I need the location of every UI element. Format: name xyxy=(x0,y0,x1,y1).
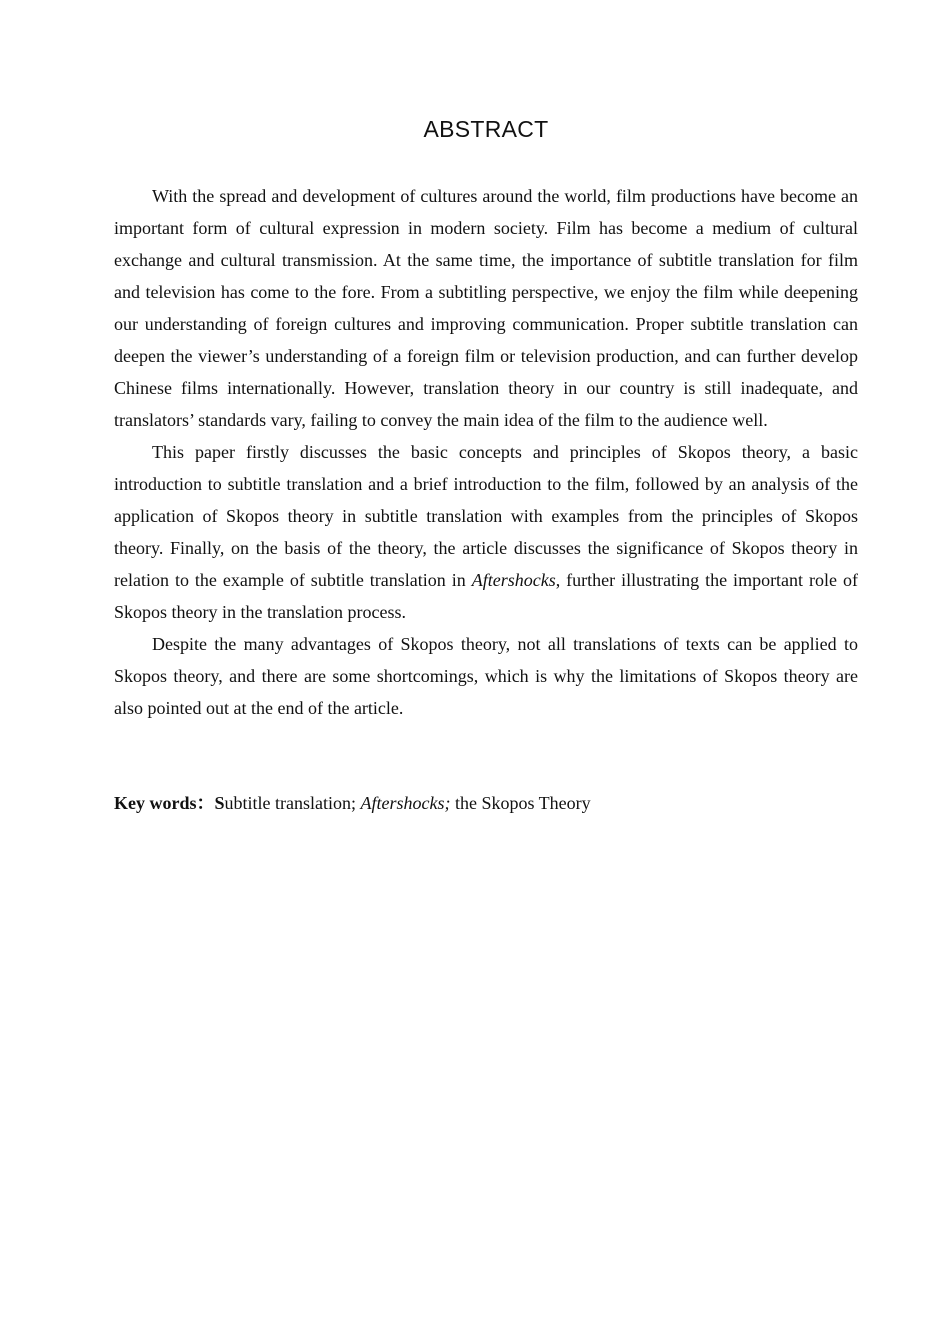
film-title-aftershocks: Aftershocks xyxy=(471,570,556,590)
abstract-title: ABSTRACT xyxy=(423,116,549,142)
keyword-skopos-theory: the Skopos Theory xyxy=(450,793,591,813)
paragraph-3-text: Despite the many advantages of Skopos theory, not all translations of texts can be applied to Skopos theory, and there are some shortcomings, which is why the limitations of Skopos theory are also pointed out at the end of the article. xyxy=(114,634,858,718)
paragraph-1-text: With the spread and development of cultures around the world, film productions have become an important form of cultural expression in modern society. Film has become a medium of cultural exchange and cultural transmission. At the same time, the importance of subtitle translation for film and television has come to the fore. From a subtitling perspective, we enjoy the film while deepening our understanding of foreign cultures and improving communication. Proper subtitle translation can deepen the viewer’s understanding of a foreign film or television production, and can further develop Chinese films internationally. However, translation theory in our country is still inadequate, and translators’ standards vary, failing to convey the main idea of the film to the audience well. xyxy=(114,186,858,430)
paragraph-2-text-a: This paper firstly discusses the basic concepts and principles of Skopos theory, a basic introduction to subtitle translation and a brief introduction to the film, followed by an analysis of the application of Skopos theory in subtitle translation with examples from the principles of Skopos theory. Finally, on the basis of the theory, the article discusses the significance of Skopos theory in relation to the example of subtitle translation in xyxy=(114,442,858,590)
abstract-paragraph-3 xyxy=(114,628,858,724)
paragraph-2-text-b: , further illustrating the important role of Skopos theory in the translation process. xyxy=(114,570,858,622)
abstract-paragraph-2 xyxy=(114,436,858,628)
abstract-paragraph-1 xyxy=(114,180,858,436)
abstract-body xyxy=(114,180,858,724)
keywords-line xyxy=(114,787,858,819)
keywords-label: Key words： xyxy=(114,793,215,813)
keyword-subtitle-translation: ubtitle translation; xyxy=(224,793,361,813)
keyword-first-letter: S xyxy=(214,793,225,813)
keyword-aftershocks: Aftershocks; xyxy=(360,793,451,813)
